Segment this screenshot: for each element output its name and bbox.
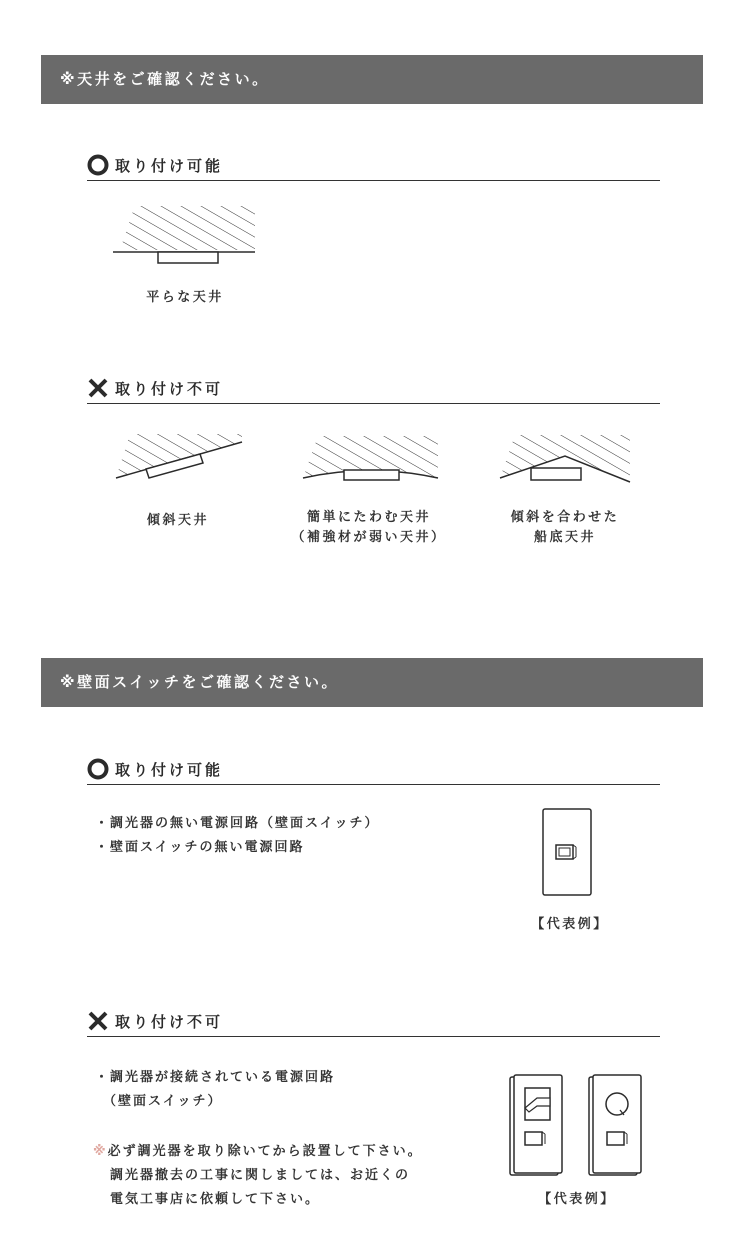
sagging-ceiling-caption: [284, 508, 454, 548]
wall-ok-bullet-1: ・調光器の無い電源回路（壁面スイッチ）: [95, 816, 380, 831]
flat-ceiling-figure: [110, 200, 260, 275]
dimmer-dial-plate-figure: [586, 1072, 648, 1180]
boat-ceiling-caption-line2: 船底天井: [533, 530, 596, 545]
wall-ng-note-line3: 電気工事店に依頼して下さい。: [110, 1192, 321, 1207]
note-line1-text: 必ず調光器を取り除いてから設置して下さい。: [107, 1144, 423, 1159]
ceiling-ok-heading-text: 取り付け可能: [115, 157, 224, 175]
boat-ceiling-caption: [495, 508, 635, 548]
boat-ceiling-figure: [495, 432, 635, 496]
ceiling-ng-heading-text: 取り付け不可: [115, 380, 224, 398]
ceiling-section-banner: [41, 55, 703, 104]
note-asterisk: ※: [93, 1144, 108, 1159]
ceiling-banner-text: ※天井をご確認ください。: [60, 70, 270, 88]
sagging-ceiling-caption-line1: 簡単にたわむ天井: [306, 510, 431, 525]
circle-icon: [87, 154, 109, 176]
dimmer-slider-plate-figure: [507, 1072, 569, 1180]
ceiling-ok-heading: [87, 154, 660, 181]
flat-ceiling-caption: 平らな天井: [146, 290, 224, 305]
wall-ok-heading-text: 取り付け可能: [115, 761, 224, 779]
ceiling-ng-heading: [87, 377, 660, 404]
wall-switch-banner-text: ※壁面スイッチをご確認ください。: [60, 673, 339, 691]
wall-ok-heading: [87, 758, 660, 785]
sagging-ceiling-figure: [298, 433, 443, 493]
wall-ok-bullet-2: ・壁面スイッチの無い電源回路: [95, 840, 305, 855]
cross-icon: [87, 1010, 109, 1032]
sloped-ceiling-caption: 傾斜天井: [146, 513, 209, 528]
wall-ok-example-label: 【代表例】: [531, 917, 609, 932]
circle-icon: [87, 758, 109, 780]
wall-ng-note-line2: 調光器撤去の工事に関しましては、お近くの: [110, 1168, 411, 1183]
wall-ng-bullet-2: （壁面スイッチ）: [103, 1094, 223, 1109]
boat-ceiling-caption-line1: 傾斜を合わせた: [510, 510, 620, 525]
wall-switch-section-banner: [41, 658, 703, 707]
wall-ng-example-label: 【代表例】: [538, 1192, 616, 1207]
sloped-ceiling-figure: [110, 430, 245, 490]
wall-ng-bullet-1: ・調光器が接続されている電源回路: [95, 1070, 336, 1085]
wall-ng-note-line1: [93, 1140, 423, 1164]
wall-ng-heading: [87, 1010, 660, 1037]
wall-ng-note: [93, 1140, 423, 1212]
cross-icon: [87, 377, 109, 399]
wall-ng-heading-text: 取り付け不可: [115, 1013, 224, 1031]
sagging-ceiling-caption-line2: （補強材が弱い天井）: [291, 530, 447, 545]
single-switch-plate-figure: [540, 806, 596, 902]
